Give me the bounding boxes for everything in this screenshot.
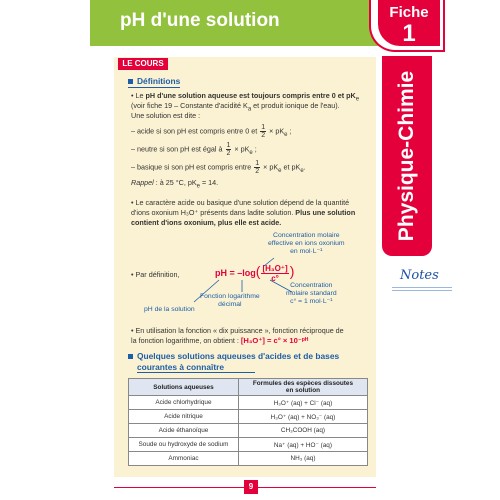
acide-pre: – acide si son pH est compris entre 0 et: [131, 126, 258, 136]
basique-pre: – basique si son pH est compris entre: [131, 162, 252, 172]
row-formula: Na⁺ (aq) + HO⁻ (aq): [238, 438, 367, 452]
page-number: 9: [244, 480, 258, 494]
frac-den: 2: [261, 132, 266, 139]
ann-conc-3: en mol·L⁻¹: [290, 248, 323, 255]
ann-ph: pH de la solution: [144, 306, 195, 313]
section-tag: LE COURS: [118, 58, 168, 70]
basique-post: et pK: [283, 162, 301, 172]
p2-line3: contient d'ions oxonium, plus elle est acide.: [131, 218, 282, 227]
def-text: • Par définition,: [131, 270, 180, 279]
solutions-underline: [137, 372, 255, 373]
table-row: [129, 452, 368, 466]
frac-num-2: 1: [226, 142, 231, 149]
p3-line2-text: la fonction logarithme, on obtient :: [131, 336, 239, 345]
formula-num: [H₃O⁺]: [262, 264, 288, 274]
row-name: Acide chlorhydrique: [129, 396, 239, 410]
col-header-solutions: Solutions aqueuses: [129, 379, 239, 396]
acide-post: × pK: [269, 126, 285, 136]
row-formula: H₃O⁺ (aq) + NO₃⁻ (aq): [238, 410, 367, 424]
fiche-number: 1: [402, 20, 416, 47]
solutions-heading-1: Quelques solutions aqueuses d'acides et de bases: [137, 351, 340, 361]
rappel-text: : à 25 °C, pK: [153, 178, 197, 187]
p3-line2: [131, 336, 308, 345]
fraction-half-2: [226, 142, 232, 157]
ann-log-2: décimal: [218, 301, 242, 308]
row-name: Acide éthanoïque: [129, 424, 239, 438]
notes-underline-2: [392, 290, 452, 291]
frac-num: 1: [261, 124, 266, 131]
ann-conc-2: effective en ions oxonium: [268, 240, 345, 247]
ann-std-3: c° = 1 mol·L⁻¹: [290, 298, 333, 305]
neutre-sub: e: [249, 149, 253, 156]
row-formula: H₃O⁺ (aq) + Cl⁻ (aq): [238, 396, 367, 410]
row-formula: NH₃ (aq): [238, 452, 367, 466]
p1-line2-text: (voir fiche 19 – Constante d'acidité K: [131, 101, 248, 110]
page-title: pH d'une solution: [120, 10, 280, 31]
solutions-table: [128, 378, 368, 466]
arrow-concentration: [264, 258, 274, 266]
basique-line: – basique si son pH est compris entre $\frac{1}{2}$ × $pK_e$ et $pK_e$.: [131, 160, 306, 175]
square-bullet-icon: [128, 79, 133, 84]
solutions-heading-2: courantes à connaître: [137, 362, 225, 372]
col2-line1: Formules des espèces dissoutes: [252, 380, 354, 387]
neutre-line: – neutre si son pH est égal à $\frac{1}{2}$ × $pK_e$ ;: [131, 142, 257, 157]
definitions-heading-text: Définitions: [137, 76, 181, 86]
table-row: [129, 438, 368, 452]
notes-label: Notes: [400, 268, 439, 283]
p3-line1: • En utilisation la fonction « dix puissance », fonction réciproque de: [131, 326, 344, 335]
table-row: [129, 396, 368, 410]
p1-bold: pH d'une solution aqueuse est toujours compris entre 0 et pK: [145, 91, 356, 100]
definitions-heading: [128, 76, 180, 86]
ann-standard: [286, 282, 337, 306]
p1-line2-post: et produit ionique de l'eau).: [251, 101, 340, 110]
notes-underline: [392, 287, 452, 288]
neutre-pre: – neutre si son pH est égal à: [131, 144, 223, 154]
p2-line1: • Le caractère acide ou basique d'une solution dépend de la quantité: [131, 198, 350, 207]
ann-log: [200, 293, 260, 309]
col2-line2: en solution: [285, 387, 321, 394]
basique-mid: × pK: [263, 162, 279, 172]
ann-conc-1: Concentration molaire: [273, 232, 340, 239]
definitions-underline: [128, 87, 180, 88]
ann-std-2: molaire standard: [286, 290, 337, 297]
table-header-row: [129, 379, 368, 396]
table-row: [129, 410, 368, 424]
formula-left: pH = –log: [215, 268, 256, 278]
row-name: Ammoniac: [129, 452, 239, 466]
fraction-half: [260, 124, 266, 139]
fiche-label: Fiche: [389, 4, 429, 21]
p1-pre: • Le: [131, 91, 146, 100]
formula-den: c°: [271, 274, 279, 284]
p1-line2-sub: a: [247, 106, 252, 113]
frac-den-3: 2: [255, 168, 260, 175]
rappel-label: Rappel: [131, 178, 154, 187]
rappel-sub: e: [196, 183, 200, 190]
solutions-heading: [128, 351, 339, 361]
basique-sub-2: e: [300, 167, 304, 174]
col-header-formulas: [238, 379, 367, 396]
acide-line: – acide si son pH est compris entre 0 et $\frac{1}{2}$ × $pK_e$ ;: [131, 124, 292, 139]
p2-line2: [131, 208, 355, 217]
frac-den-2: 2: [226, 150, 231, 157]
p2-bold-a: Plus une solution: [293, 208, 356, 217]
acide-sub: e: [284, 131, 288, 138]
p2-line2-text: d'ions oxonium H₃O⁺ présents dans ladite solution.: [131, 208, 294, 217]
basique-sub: e: [278, 167, 282, 174]
row-name: Acide nitrique: [129, 410, 239, 424]
p1-sub: e: [355, 96, 360, 103]
paren-close: ): [289, 263, 295, 279]
rappel-value: = 14.: [199, 178, 219, 187]
p3-formula: [H₃O⁺] = c° × 10⁻ᵖᴴ: [240, 336, 309, 345]
subject-label: Physique-Chimie: [395, 70, 418, 242]
fraction-half-3: [254, 160, 260, 175]
paren-open: (: [255, 263, 261, 279]
table-row: [129, 424, 368, 438]
rappel-line: [131, 178, 218, 191]
frac-num-3: 1: [255, 160, 260, 167]
row-name: Soude ou hydroxyde de sodium: [129, 438, 239, 452]
ann-log-1: Fonction logarithme: [200, 293, 260, 300]
p1-line3: Une solution est dite :: [131, 111, 201, 120]
square-bullet-icon-2: [128, 354, 133, 359]
row-formula: CH₃COOH (aq): [238, 424, 367, 438]
neutre-post: × pK: [234, 144, 250, 154]
ann-std-1: Concentration: [290, 282, 333, 289]
